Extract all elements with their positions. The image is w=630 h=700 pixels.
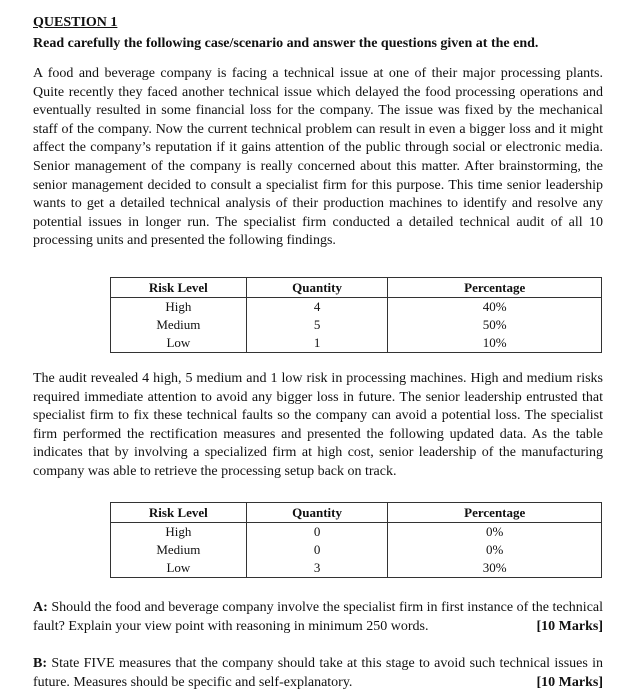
quantity-cell: 1 xyxy=(246,334,388,353)
question-a-label: A: xyxy=(33,600,48,615)
question-instruction: Read carefully the following case/scenario and answer the questions given at the end. xyxy=(33,36,539,51)
table-header-row xyxy=(111,278,602,298)
header-percentage: Percentage xyxy=(388,503,602,523)
question-a-text: Should the food and beverage company involve the specialist firm in first instance of the technical fault? Explain your view point with reasoning in minimum 250 words. xyxy=(33,600,604,634)
table-row xyxy=(111,334,602,353)
quantity-cell: 4 xyxy=(246,298,388,317)
quantity-cell: 5 xyxy=(246,316,388,334)
case-paragraph-2: The audit revealed 4 high, 5 medium and 1 low risk in processing machines. High and medium risks required immediate attention to avoid any bigger loss in future. The senior leadership entrusted that specialist firm to fix these technical faults so the company can avoid a potential loss. The specialist firm performed the rectification measures and presented the following updated data. As the table indicates that by involving a specialized firm at high cost, senior leadership of the manufacturing company was able to retrieve the processing setup back on track. xyxy=(33,371,603,479)
header-risk-level: Risk Level xyxy=(111,503,247,523)
quantity-cell: 0 xyxy=(246,523,388,542)
question-b-label: B: xyxy=(33,656,47,671)
risk-level-cell: High xyxy=(111,298,247,317)
risk-table-updated xyxy=(110,502,602,578)
header-quantity: Quantity xyxy=(246,278,388,298)
question-a-marks: [10 Marks] xyxy=(536,619,603,634)
question-b-marks: [10 Marks] xyxy=(536,675,603,690)
table-row xyxy=(111,523,602,542)
quantity-cell: 3 xyxy=(246,559,388,578)
risk-level-cell: Medium xyxy=(111,316,247,334)
percentage-cell: 0% xyxy=(388,523,602,542)
case-paragraph-1: A food and beverage company is facing a technical issue at one of their major processing plants. Quite recently they faced another technical issue which delayed the food processing operations and eventually resulted in some financial loss for the company. The issue was fixed by the mechanical staff of the company. Now the current technical problem can result in even a bigger loss and it might affect the company’s reputation if it gains attention of the public through social or electronic media. Senior management of the company is really concerned about this matter. After brainstorming, the senior management decided to consult a specialist firm for this purpose. This time senior leadership wants to get a detailed technical analysis of their production machines to identify and resolve any potential issues in longer run. The specialist firm conducted a detailed technical audit of all 10 processing units and presented the following findings. xyxy=(33,66,603,249)
header-percentage: Percentage xyxy=(388,278,602,298)
table-row xyxy=(111,316,602,334)
percentage-cell: 10% xyxy=(388,334,602,353)
table-header-row xyxy=(111,503,602,523)
percentage-cell: 0% xyxy=(388,541,602,559)
percentage-cell: 50% xyxy=(388,316,602,334)
table-row xyxy=(111,559,602,578)
header-quantity: Quantity xyxy=(246,503,388,523)
question-b xyxy=(33,654,603,692)
table-row xyxy=(111,298,602,317)
risk-level-cell: Low xyxy=(111,334,247,353)
risk-level-cell: High xyxy=(111,523,247,542)
percentage-cell: 40% xyxy=(388,298,602,317)
question-a xyxy=(33,598,603,636)
quantity-cell: 0 xyxy=(246,541,388,559)
risk-level-cell: Low xyxy=(111,559,247,578)
percentage-cell: 30% xyxy=(388,559,602,578)
question-title: QUESTION 1 xyxy=(33,15,118,30)
risk-table-initial xyxy=(110,277,602,353)
table-row xyxy=(111,541,602,559)
question-b-text: State FIVE measures that the company should take at this stage to avoid such technical issues in future. Measures should be specific and self-explanatory. xyxy=(33,656,603,690)
risk-level-cell: Medium xyxy=(111,541,247,559)
header-risk-level: Risk Level xyxy=(111,278,247,298)
